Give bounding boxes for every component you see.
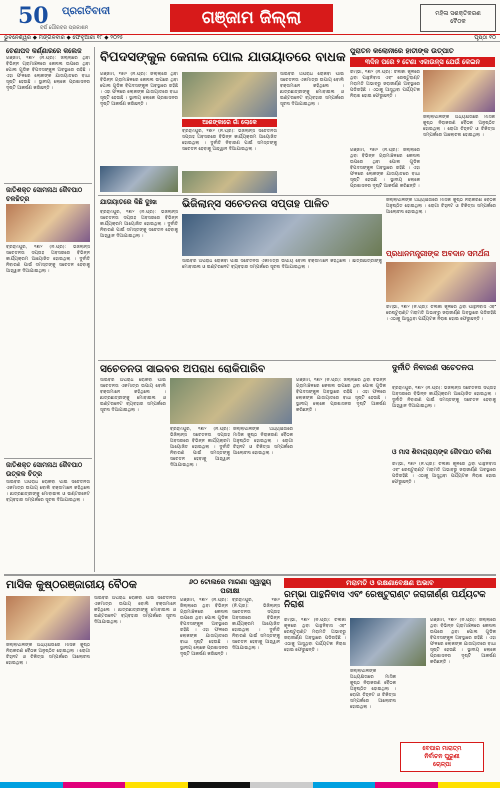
advertisement-box	[400, 742, 484, 772]
color-swatch	[250, 782, 313, 788]
paper-name: ପ୍ରଗତିବାଦୀ	[62, 6, 111, 17]
tagline: ବର୍ଷ ଗୌରବର ପ୍ରକାଶନ	[40, 25, 89, 31]
right-top-body-3: ଗଞ୍ଜାମ, ୧୭ା୨ (ନି.ପ୍ର): ଜିଲ୍ଲାରେ ଥିବା ବିଭିନ୍ନ ଗ୍ରାମାଞ୍ଚଳରେ କେନାଲ ଉପରେ ଥିବା ପୋଲ ଗୁଡିକ ବିପଦସଙ୍କୁଳ ଅବସ୍ଥାରେ ରହିଛି । ଏହା ଫଳରେ ଲୋକଙ୍କ ଯାତାୟାତରେ ବାଧା ସୃଷ୍ଟି ହେଉଛି । ସ୍ଥାନୀୟ ଲୋକେ ପ୍ରଶାସନର ଦୃଷ୍ଟି ଆକର୍ଷଣ କରିଛନ୍ତି ।	[350, 148, 420, 189]
divider	[4, 574, 496, 576]
cyber-photo	[170, 378, 292, 424]
canal-photo-2	[100, 166, 178, 192]
pm-support-photo	[386, 262, 496, 302]
right-mid-headline: ପ୍ରଧାନମନ୍ତ୍ରୀଙ୍କ ଅବଦାନ ସମର୍ଥନା	[386, 249, 490, 258]
right-top-subheadline: ୩ଦିନ ପରେ ୨ ଟେଣା ଏକାଉନ୍ସ ଯେଉଁ କେଇନ	[350, 57, 495, 67]
divider	[98, 195, 496, 196]
rambha-body-1: ରମ୍ଭା, ୧୭ା୨ (ନି.ପ୍ର): ଚିଲିକା କୂଳରେ ଥିବା ପାନ୍ଥନିବାସ ଏବଂ ରେଷ୍ଟୁରାଣ୍ଟ ମରାମତି ଅଭାବରୁ ଜରାଜୀର୍ଣ୍ଣ ଅବସ୍ଥାରେ ପଡିରହିଛି । ଏଠାକୁ ଆସୁଥିବା ପର୍ଯ୍ୟଟକ ନିରାଶ ହୋଇ ଫେରୁଛନ୍ତି ।	[284, 618, 346, 653]
vigilance-body: ସାଇବର ଅପରାଧ ରୋକିବା ପାଇଁ ସଚେତନତା ଏକମାତ୍ର ଉପାୟ ବୋଲି ବକ୍ତାମାନେ କହିଥିଲେ । ଛାତ୍ରଛାତ୍ରୀଙ୍କୁ ମୋବାଇଲ ଓ ଇଣ୍ଟରନେଟ ବ୍ୟବହାର ସମ୍ପର୍କରେ ସୂଚନା ଦିଆଯାଇଥିଲା ।	[182, 259, 382, 270]
rambha-body-3: ଗଞ୍ଜାମ, ୧୭ା୨ (ନି.ପ୍ର): ଜିଲ୍ଲାରେ ଥିବା ବିଭିନ୍ନ ଗ୍ରାମାଞ୍ଚଳରେ କେନାଲ ଉପରେ ଥିବା ପୋଲ ଗୁଡିକ ବିପଦସଙ୍କୁଳ ଅବସ୍ଥାରେ ରହିଛି । ଏହା ଫଳରେ ଲୋକଙ୍କ ଯାତାୟାତରେ ବାଧା ସୃଷ୍ଟି ହେଉଛି । ସ୍ଥାନୀୟ ଲୋକେ ପ୍ରଶାସନର ଦୃଷ୍ଟି ଆକର୍ଷଣ କରିଛନ୍ତି ।	[430, 618, 496, 665]
dateline	[0, 34, 500, 42]
main-body-3: ସାଇବର ଅପରାଧ ରୋକିବା ପାଇଁ ସଚେତନତା ଏକମାତ୍ର ଉପାୟ ବୋଲି ବକ୍ତାମାନେ କହିଥିଲେ । ଛାତ୍ରଛାତ୍ରୀଙ୍କୁ ମୋବାଇଲ ଓ ଇଣ୍ଟରନେଟ ବ୍ୟବହାର ସମ୍ପର୍କରେ ସୂଚନା ଦିଆଯାଇଥିଲା ।	[280, 72, 344, 107]
right-top-photo	[423, 70, 495, 112]
health-camp-body-2: ବ୍ରହ୍ମପୁର, ୧୭ା୨ (ନି.ପ୍ର): ଭିଜିଲାନ୍ସ ସଚେତନତା ସପ୍ତାହ ଅବସରରେ ବିଭିନ୍ନ କାର୍ଯ୍ୟକ୍ରମ ଆୟୋଜିତ ହୋଇଥିଲା । ଦୁର୍ନୀତି ନିବାରଣ ପାଇଁ ସମସ୍ତଙ୍କୁ ସଚେତନ ହେବାକୁ ଆହ୍ୱାନ ଦିଆଯାଇଥିଲା ।	[232, 598, 280, 651]
vigilance-headline: ଭିଜିଲାନ୍ସ ସଚେତନତା ସପ୍ତାହ ପାଳିତ	[182, 198, 330, 210]
leprosy-body-2: ସାଇବର ଅପରାଧ ରୋକିବା ପାଇଁ ସଚେତନତା ଏକମାତ୍ର ଉପାୟ ବୋଲି ବକ୍ତାମାନେ କହିଥିଲେ । ଛାତ୍ରଛାତ୍ରୀଙ୍କୁ ମୋବାଇଲ ଓ ଇଣ୍ଟରନେଟ ବ୍ୟବହାର ସମ୍ପର୍କରେ ସୂଚନା ଦିଆଯାଇଥିଲା ।	[94, 596, 176, 625]
right-teaser-line2: ବୈଠକ	[450, 18, 466, 25]
main-body-1: ଗଞ୍ଜାମ, ୧୭ା୨ (ନି.ପ୍ର): ଜିଲ୍ଲାରେ ଥିବା ବିଭିନ୍ନ ଗ୍ରାମାଞ୍ଚଳରେ କେନାଲ ଉପରେ ଥିବା ପୋଲ ଗୁଡିକ ବିପଦସଙ୍କୁଳ ଅବସ୍ଥାରେ ରହିଛି । ଏହା ଫଳରେ ଲୋକଙ୍କ ଯାତାୟାତରେ ବାଧା ସୃଷ୍ଟି ହେଉଛି । ସ୍ଥାନୀୟ ଲୋକେ ପ୍ରଶାସନର ଦୃଷ୍ଟି ଆକର୍ଷଣ କରିଛନ୍ତି ।	[100, 72, 178, 107]
right-mid-top-body: ଜିଲ୍ଲାପାଳଙ୍କ ଅଧ୍ୟକ୍ଷତାରେ ମାସିକ କୁଷ୍ଠ ନିରାକରଣ ବୈଠକ ଅନୁଷ୍ଠିତ ହୋଇଥିଲା । ରୋଗୀ ଚିହ୍ନଟ ଓ ଚିକିତ୍ସା ସମ୍ପର୍କରେ ଆଲୋଚନା ହୋଇଥିଲା ।	[386, 198, 496, 215]
right-top-body: ରମ୍ଭା, ୧୭ା୨ (ନି.ପ୍ର): ଚିଲିକା କୂଳରେ ଥିବା ପାନ୍ଥନିବାସ ଏବଂ ରେଷ୍ଟୁରାଣ୍ଟ ମରାମତି ଅଭାବରୁ ଜରାଜୀର୍ଣ୍ଣ ଅବସ୍ଥାରେ ପଡିରହିଛି । ଏଠାକୁ ଆସୁଥିବା ପର୍ଯ୍ୟଟକ ନିରାଶ ହୋଇ ଫେରୁଛନ୍ତି ।	[350, 70, 420, 99]
date-text: ଭୁବନେଶ୍ୱର ◆ ମଙ୍ଗଳବାର ◆ ଫେବୃଆରୀ ୧୮ ◆ ୨୦୨୫	[4, 35, 124, 41]
color-swatch	[125, 782, 188, 788]
left-top-body: ଗଞ୍ଜାମ, ୧୭ା୨ (ନି.ପ୍ର): ଜିଲ୍ଲାରେ ଥିବା ବିଭିନ୍ନ ଗ୍ରାମାଞ୍ଚଳରେ କେନାଲ ଉପରେ ଥିବା ପୋଲ ଗୁଡିକ ବିପଦସଙ୍କୁଳ ଅବସ୍ଥାରେ ରହିଛି । ଏହା ଫଳରେ ଲୋକଙ୍କ ଯାତାୟାତରେ ବାଧା ସୃଷ୍ଟି ହେଉଛି । ସ୍ଥାନୀୟ ଲୋକେ ପ୍ରଶାସନର ଦୃଷ୍ଟି ଆକର୍ଷଣ କରିଛନ୍ତି ।	[6, 56, 90, 91]
right-teaser-box	[420, 4, 496, 32]
canal-photo-3	[182, 171, 277, 193]
anti-corruption-headline: ଦୁର୍ନୀତି ନିବାରଣ ସଚେତନତା	[392, 363, 474, 372]
health-camp-headline: ୬୦ ଟୋଲରେ ମାଗଣା ସ୍ୱାସ୍ଥ୍ୟ ପରୀକ୍ଷା	[188, 578, 272, 595]
main-headline: ବିପଦସଙ୍କୁଳ କେନାଲ ପୋଲ ଯାତାୟାତରେ ବାଧକ	[100, 50, 346, 65]
main-subheadline: ଆଶଙ୍କାରେ ଗାଁ ଲୋକେ	[182, 119, 277, 127]
right-lower-body: ରମ୍ଭା, ୧୭ା୨ (ନି.ପ୍ର): ଚିଲିକା କୂଳରେ ଥିବା ପାନ୍ଥନିବାସ ଏବଂ ରେଷ୍ଟୁରାଣ୍ଟ ମରାମତି ଅଭାବରୁ ଜରାଜୀର୍ଣ୍ଣ ଅବସ୍ଥାରେ ପଡିରହିଛି । ଏଠାକୁ ଆସୁଥିବା ପର୍ଯ୍ୟଟକ ନିରାଶ ହୋଇ ଫେରୁଛନ୍ତି ।	[392, 462, 496, 485]
divider	[4, 458, 92, 459]
rambha-body-2: ଜିଲ୍ଲାପାଳଙ୍କ ଅଧ୍ୟକ୍ଷତାରେ ମାସିକ କୁଷ୍ଠ ନିରାକରଣ ବୈଠକ ଅନୁଷ୍ଠିତ ହୋଇଥିଲା । ରୋଗୀ ଚିହ୍ନଟ ଓ ଚିକିତ୍ସା ସମ୍ପର୍କରେ ଆଲୋଚନା ହୋଇଥିଲା ।	[350, 669, 396, 710]
color-swatch	[188, 782, 251, 788]
canal-bridge-photo	[182, 72, 277, 117]
color-swatch	[438, 782, 500, 788]
rambha-headline: ରମ୍ଭା ପାନ୍ଥନିବାସ ଏବଂ ରେଷ୍ଟୁରାଣ୍ଟ ଜରାଜୀର୍ଣ୍ଣ ପର୍ଯ୍ୟଟକ ନିରାଶ	[284, 590, 486, 610]
left-lower-body: ସାଇବର ଅପରାଧ ରୋକିବା ପାଇଁ ସଚେତନତା ଏକମାତ୍ର ଉପାୟ ବୋଲି ବକ୍ତାମାନେ କହିଥିଲେ । ଛାତ୍ରଛାତ୍ରୀଙ୍କୁ ମୋବାଇଲ ଓ ଇଣ୍ଟରନେଟ ବ୍ୟବହାର ସମ୍ପର୍କରେ ସୂଚନା ଦିଆଯାଇଥିଲା ।	[6, 480, 90, 503]
ad-line1: ବେପାର ମାରାତ୍ମ	[422, 745, 462, 752]
color-swatch	[0, 782, 63, 788]
logo-number: 50	[18, 3, 49, 29]
middle-col-body: ବ୍ରହ୍ମପୁର, ୧୭ା୨ (ନି.ପ୍ର): ଭିଜିଲାନ୍ସ ସଚେତନତା ସପ୍ତାହ ଅବସରରେ ବିଭିନ୍ନ କାର୍ଯ୍ୟକ୍ରମ ଆୟୋଜିତ ହୋଇଥିଲା । ଦୁର୍ନୀତି ନିବାରଣ ପାଇଁ ସମସ୍ତଙ୍କୁ ସଚେତନ ହେବାକୁ ଆହ୍ୱାନ ଦିଆଯାଇଥିଲା ।	[100, 210, 178, 239]
ad-line3: ଚୋଳ୍ପା	[433, 761, 451, 768]
cyber-body-4: ଗଞ୍ଜାମ, ୧୭ା୨ (ନି.ପ୍ର): ଜିଲ୍ଲାରେ ଥିବା ବିଭିନ୍ନ ଗ୍ରାମାଞ୍ଚଳରେ କେନାଲ ଉପରେ ଥିବା ପୋଲ ଗୁଡିକ ବିପଦସଙ୍କୁଳ ଅବସ୍ଥାରେ ରହିଛି । ଏହା ଫଳରେ ଲୋକଙ୍କ ଯାତାୟାତରେ ବାଧା ସୃଷ୍ଟି ହେଉଛି । ସ୍ଥାନୀୟ ଲୋକେ ପ୍ରଶାସନର ଦୃଷ୍ଟି ଆକର୍ଷଣ କରିଛନ୍ତି ।	[296, 378, 386, 413]
health-camp-body-1: ଗଞ୍ଜାମ, ୧୭ା୨ (ନି.ପ୍ର): ଜିଲ୍ଲାରେ ଥିବା ବିଭିନ୍ନ ଗ୍ରାମାଞ୍ଚଳରେ କେନାଲ ଉପରେ ଥିବା ପୋଲ ଗୁଡିକ ବିପଦସଙ୍କୁଳ ଅବସ୍ଥାରେ ରହିଛି । ଏହା ଫଳରେ ଲୋକଙ୍କ ଯାତାୟାତରେ ବାଧା ସୃଷ୍ଟି ହେଉଛି । ସ୍ଥାନୀୟ ଲୋକେ ପ୍ରଶାସନର ଦୃଷ୍ଟି ଆକର୍ଷଣ କରିଛନ୍ତି ।	[180, 598, 228, 657]
cyber-body-3: ଜିଲ୍ଲାପାଳଙ୍କ ଅଧ୍ୟକ୍ଷତାରେ ମାସିକ କୁଷ୍ଠ ନିରାକରଣ ବୈଠକ ଅନୁଷ୍ଠିତ ହୋଇଥିଲା । ରୋଗୀ ଚିହ୍ନଟ ଓ ଚିକିତ୍ସା ସମ୍ପର୍କରେ ଆଲୋଚନା ହୋଇଥିଲା ।	[233, 427, 293, 456]
vigilance-photo	[182, 214, 382, 256]
cyber-body-1: ସାଇବର ଅପରାଧ ରୋକିବା ପାଇଁ ସଚେତନତା ଏକମାତ୍ର ଉପାୟ ବୋଲି ବକ୍ତାମାନେ କହିଥିଲେ । ଛାତ୍ରଛାତ୍ରୀଙ୍କୁ ମୋବାଇଲ ଓ ଇଣ୍ଟରନେଟ ବ୍ୟବହାର ସମ୍ପର୍କରେ ସୂଚନା ଦିଆଯାଇଥିଲା ।	[100, 378, 166, 413]
left-second-photo	[6, 204, 90, 242]
right-top-body-2: ଜିଲ୍ଲାପାଳଙ୍କ ଅଧ୍ୟକ୍ଷତାରେ ମାସିକ କୁଷ୍ଠ ନିରାକରଣ ବୈଠକ ଅନୁଷ୍ଠିତ ହୋଇଥିଲା । ରୋଗୀ ଚିହ୍ନଟ ଓ ଚିକିତ୍ସା ସମ୍ପର୍କରେ ଆଲୋଚନା ହୋଇଥିଲା ।	[423, 115, 495, 138]
middle-col-headline: ଯାତାୟାତରେ କିଛି ଦୁଃଖ	[100, 198, 157, 206]
right-mid-body: ରମ୍ଭା, ୧୭ା୨ (ନି.ପ୍ର): ଚିଲିକା କୂଳରେ ଥିବା ପାନ୍ଥନିବାସ ଏବଂ ରେଷ୍ଟୁରାଣ୍ଟ ମରାମତି ଅଭାବରୁ ଜରାଜୀର୍ଣ୍ଣ ଅବସ୍ଥାରେ ପଡିରହିଛି । ଏଠାକୁ ଆସୁଥିବା ପର୍ଯ୍ୟଟକ ନିରାଶ ହୋଇ ଫେରୁଛନ୍ତି ।	[386, 305, 496, 322]
left-lower-headline: ଜାତିଶକ୍ତ ସୋମନାଥ ଜୈବପାଠ ଉତ୍କଳ ଚିତ୍ର	[6, 461, 83, 478]
leprosy-meeting-headline: ମାସିକ କୁଷ୍ଠରଞ୍ଜାରୀୟ ବୈଠକ	[6, 578, 137, 591]
cyber-crime-headline: ସଚେତନତା ସାଇବର ଅପରାଧ ରୋକିପାରିବ	[100, 363, 266, 375]
color-swatch	[313, 782, 376, 788]
cyber-body-2: ବ୍ରହ୍ମପୁର, ୧୭ା୨ (ନି.ପ୍ର): ଭିଜିଲାନ୍ସ ସଚେତନତା ସପ୍ତାହ ଅବସରରେ ବିଭିନ୍ନ କାର୍ଯ୍ୟକ୍ରମ ଆୟୋଜିତ ହୋଇଥିଲା । ଦୁର୍ନୀତି ନିବାରଣ ପାଇଁ ସମସ୍ତଙ୍କୁ ସଚେତନ ହେବାକୁ ଆହ୍ୱାନ ଦିଆଯାଇଥିଲା ।	[170, 427, 230, 468]
color-swatch	[63, 782, 126, 788]
anti-corruption-body: ବ୍ରହ୍ମପୁର, ୧୭ା୨ (ନି.ପ୍ର): ଭିଜିଲାନ୍ସ ସଚେତନତା ସପ୍ତାହ ଅବସରରେ ବିଭିନ୍ନ କାର୍ଯ୍ୟକ୍ରମ ଆୟୋଜିତ ହୋଇଥିଲା । ଦୁର୍ନୀତି ନିବାରଣ ପାଇଁ ସମସ୍ତଙ୍କୁ ସଚେତନ ହେବାକୁ ଆହ୍ୱାନ ଦିଆଯାଇଥିଲା ।	[392, 386, 496, 409]
right-teaser-line1: ମହିଳା ସଶକ୍ତିକରଣ	[435, 10, 481, 17]
rambha-photo	[350, 618, 426, 666]
leprosy-meeting-photo	[6, 596, 90, 640]
registration-color-bar	[0, 782, 500, 788]
ad-line2: ନିର୍ବାଚନ ଘୁରୁଣୀ	[424, 753, 460, 760]
divider	[4, 183, 92, 184]
divider	[98, 360, 496, 361]
left-second-headline: ଜାତିଶକ୍ତ ସୋମନାଥ ଜୈବପାଠ ଚଳଚ୍ଚିତ୍ର	[6, 186, 83, 203]
left-top-headline: ଚେଣାପଦ କର୍ଣ୍ଣାରରେ କଲେଜ	[6, 47, 82, 55]
right-lower-headline: ଓ ମାସ ଶିବାଗ୍ରାୟଙ୍କ ଜୈବପାଠ କମିଶା	[392, 448, 492, 456]
column-separator	[94, 47, 95, 572]
maintenance-bar: ମରାମତି ଓ ରକ୍ଷଣାବେକ୍ଷଣ ଅଭାବ	[284, 578, 496, 588]
leprosy-body-1: ଜିଲ୍ଲାପାଳଙ୍କ ଅଧ୍ୟକ୍ଷତାରେ ମାସିକ କୁଷ୍ଠ ନିରାକରଣ ବୈଠକ ଅନୁଷ୍ଠିତ ହୋଇଥିଲା । ରୋଗୀ ଚିହ୍ନଟ ଓ ଚିକିତ୍ସା ସମ୍ପର୍କରେ ଆଲୋଚନା ହୋଇଥିଲା ।	[6, 643, 90, 666]
main-body-2: ବ୍ରହ୍ମପୁର, ୧୭ା୨ (ନି.ପ୍ର): ଭିଜିଲାନ୍ସ ସଚେତନତା ସପ୍ତାହ ଅବସରରେ ବିଭିନ୍ନ କାର୍ଯ୍ୟକ୍ରମ ଆୟୋଜିତ ହୋଇଥିଲା । ଦୁର୍ନୀତି ନିବାରଣ ପାଇଁ ସମସ୍ତଙ୍କୁ ସଚେତନ ହେବାକୁ ଆହ୍ୱାନ ଦିଆଯାଇଥିଲା ।	[182, 129, 277, 152]
left-second-body: ବ୍ରହ୍ମପୁର, ୧୭ା୨ (ନି.ପ୍ର): ଭିଜିଲାନ୍ସ ସଚେତନତା ସପ୍ତାହ ଅବସରରେ ବିଭିନ୍ନ କାର୍ଯ୍ୟକ୍ରମ ଆୟୋଜିତ ହୋଇଥିଲା । ଦୁର୍ନୀତି ନିବାରଣ ପାଇଁ ସମସ୍ତଙ୍କୁ ସଚେତନ ହେବାକୁ ଆହ୍ୱାନ ଦିଆଯାଇଥିଲା ।	[6, 245, 90, 274]
section-title: ଗଞ୍ଜାମ ଜିଲ୍ଲା	[170, 4, 333, 32]
color-swatch	[375, 782, 438, 788]
page-number: ପୃଷ୍ଠା ୧୦	[474, 35, 496, 41]
right-top-headline: ପୁରାତନ କଲୋନୀରେ ହାତୀଙ୍କ ଉତ୍ପାତ	[350, 47, 454, 55]
